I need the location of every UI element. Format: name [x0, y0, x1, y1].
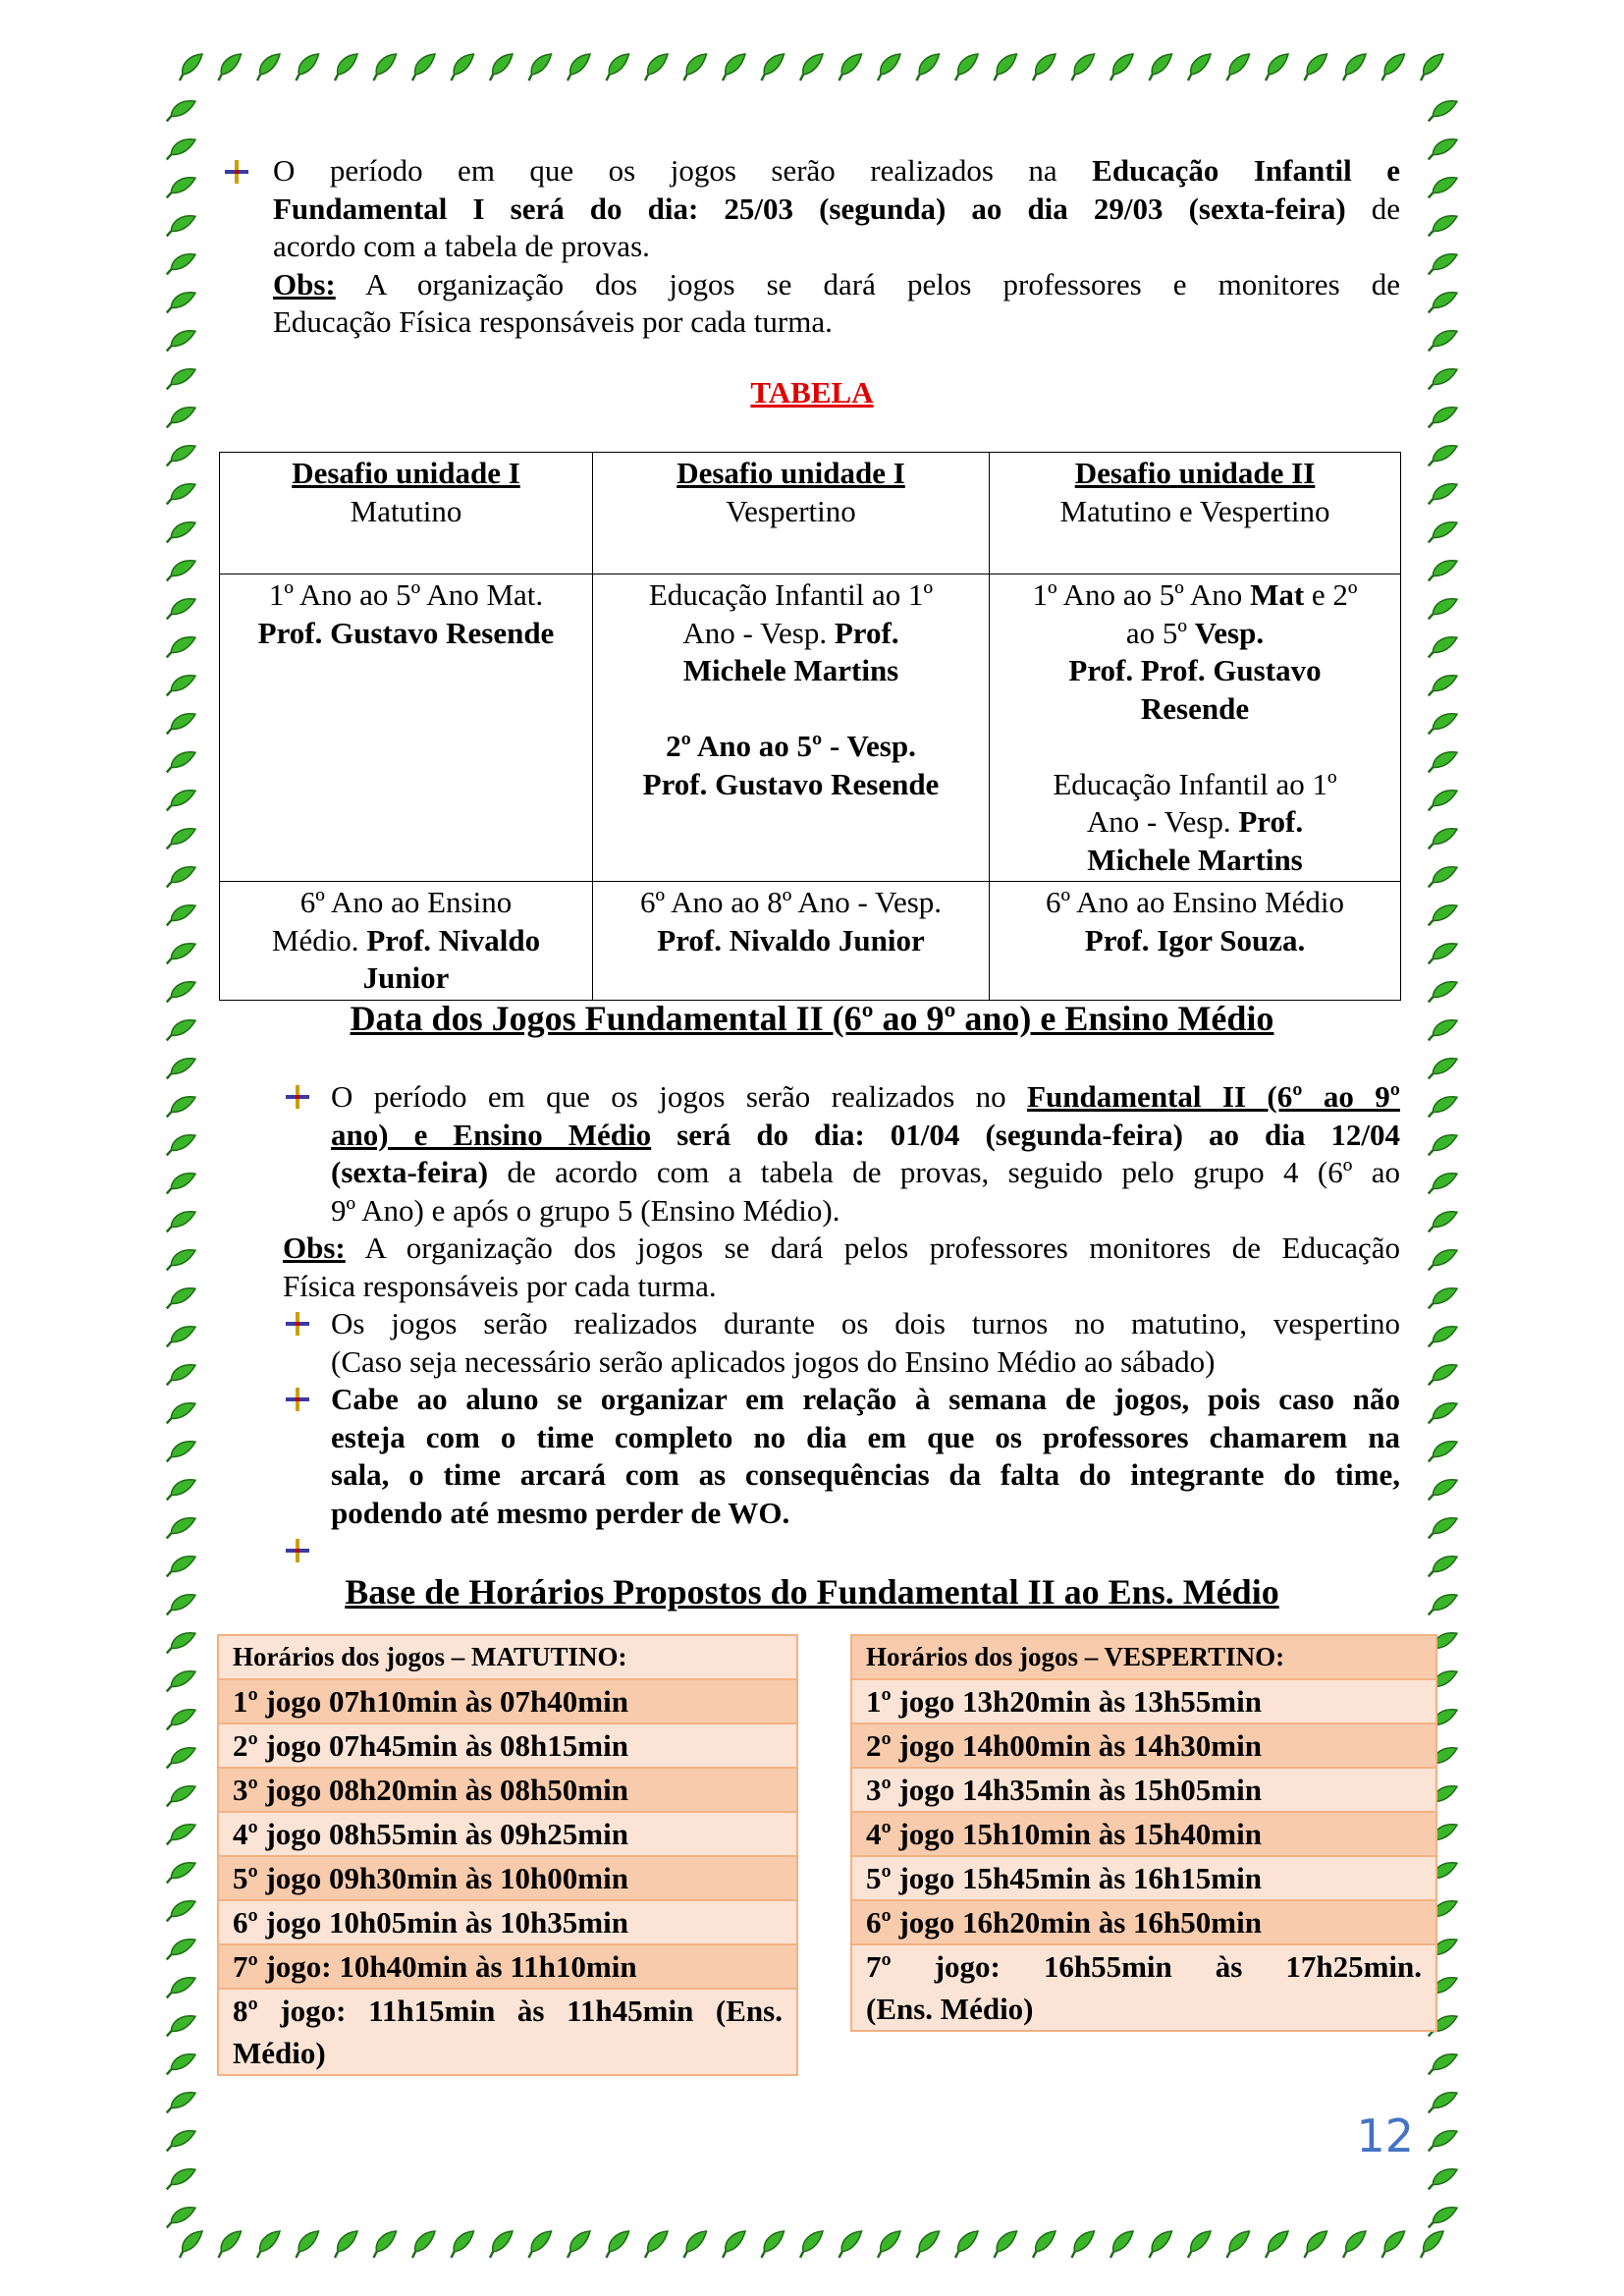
leaf-icon	[1266, 54, 1288, 81]
leaf-icon	[1429, 1321, 1457, 1352]
table-cell: 6º Ano ao Ensino Médio. Prof. Nivaldo Junior	[220, 882, 593, 1001]
table-cell: 5º jogo 15h45min às 16h15min	[851, 1856, 1436, 1900]
leaf-icon	[1343, 54, 1366, 81]
leaf-icon	[167, 1474, 195, 1505]
table-cell: 3º jogo 14h35min às 15h05min	[851, 1768, 1436, 1812]
leaf-icon	[1188, 2231, 1211, 2258]
leaf-icon	[167, 1244, 195, 1276]
leaf-icon	[257, 54, 280, 81]
leaf-icon	[257, 2231, 280, 2258]
leaf-icon	[1429, 517, 1457, 548]
leaf-icon	[1429, 1206, 1457, 1237]
leaf-icon	[167, 1091, 195, 1122]
leaf-icon	[1382, 2231, 1405, 2258]
leaf-icon	[1429, 248, 1457, 280]
table-header-cell: Horários dos jogos – MATUTINO:	[218, 1635, 797, 1679]
leaf-icon	[1429, 2163, 1457, 2195]
bullet-icon	[222, 157, 251, 187]
table-row	[851, 1856, 1436, 1900]
leaf-icon	[1266, 2231, 1288, 2258]
leaf-icon	[412, 54, 435, 81]
leaf-icon	[167, 900, 195, 931]
table-row	[851, 1723, 1436, 1768]
leaf-icon	[1429, 440, 1457, 471]
leaf-icon	[167, 248, 195, 280]
bullet-icon	[283, 1082, 312, 1112]
leaf-icon	[917, 54, 940, 81]
leaf-icon	[335, 2231, 357, 2258]
leaf-icon	[839, 54, 862, 81]
leaf-icon	[1429, 95, 1457, 127]
leaf-icon	[167, 1397, 195, 1429]
leaf-icon	[1429, 938, 1457, 969]
leaf-icon	[167, 440, 195, 471]
leaf-icon	[297, 2231, 319, 2258]
table-cell: 1º jogo 07h10min às 07h40min	[218, 1679, 797, 1723]
table-cell: 1º Ano ao 5º Ano Mat e 2º ao 5º Vesp. Prof. Prof. Gustavo Resende Educação Infantil ao 1º Ano - Vesp. Prof. Michele Martins	[990, 574, 1401, 882]
leaf-icon	[167, 1512, 195, 1544]
leaf-icon	[684, 54, 707, 81]
leaf-icon	[878, 54, 900, 81]
leaf-icon	[762, 54, 785, 81]
leaf-icon	[167, 1857, 195, 1888]
leaf-icon	[1429, 1512, 1457, 1544]
leaf-icon	[955, 54, 978, 81]
leaf-icon	[167, 1627, 195, 1659]
leaf-icon	[839, 2231, 862, 2258]
bullet-icon	[283, 1385, 312, 1414]
bullet-icon	[283, 1536, 312, 1565]
leaf-icon	[568, 54, 590, 81]
leaf-icon	[1429, 172, 1457, 203]
leaf-icon	[167, 746, 195, 778]
leaf-icon	[1429, 134, 1457, 165]
leaf-icon	[1110, 2231, 1133, 2258]
leaf-icon	[167, 1972, 195, 2003]
fund2-obs-paragraph: Obs: A organização dos jogos se dará pelos professores monitores de Educação Física responsáveis por cada turma.	[283, 1230, 1400, 1303]
leaf-icon	[607, 2231, 629, 2258]
leaf-icon	[529, 54, 552, 81]
bullet-icon	[283, 1309, 312, 1339]
leaf-icon	[297, 54, 319, 81]
table-cell: 6º Ano ao Ensino Médio Prof. Igor Souza.	[990, 882, 1401, 1001]
table-row	[851, 1679, 1436, 1723]
leaf-icon	[645, 2231, 668, 2258]
leaf-icon	[452, 2231, 474, 2258]
leaf-icon	[995, 54, 1017, 81]
leaf-icon	[167, 1436, 195, 1467]
leaf-icon	[1429, 287, 1457, 318]
leaf-icon	[167, 210, 195, 242]
leaf-icon	[645, 54, 668, 81]
leaf-icon	[1429, 593, 1457, 625]
leaf-icon	[800, 2231, 823, 2258]
leaf-icon	[1429, 1091, 1457, 1122]
leaf-icon	[452, 54, 474, 81]
leaf-icon	[167, 2010, 195, 2042]
leaf-icon	[1429, 1129, 1457, 1161]
leaf-icon	[1429, 2125, 1457, 2157]
leaf-icon	[1429, 631, 1457, 663]
table-cell: 2º jogo 07h45min às 08h15min	[218, 1723, 797, 1768]
leaf-icon	[568, 2231, 590, 2258]
leaf-icon	[1429, 708, 1457, 739]
schedule-table-vespertino	[850, 1634, 1437, 2032]
leaf-icon	[723, 54, 745, 81]
leaf-icon	[995, 2231, 1017, 2258]
leaf-icon	[1033, 54, 1056, 81]
table-row	[851, 1812, 1436, 1856]
leaf-icon	[167, 172, 195, 203]
table-row	[218, 1989, 797, 2075]
leaf-icon	[167, 1742, 195, 1774]
table-header-row	[218, 1635, 797, 1679]
section-title-schedule: Base de Horários Propostos do Fundamental II ao Ens. Médio	[345, 1572, 1279, 1612]
leaf-icon	[684, 2231, 707, 2258]
leaf-icon	[167, 1359, 195, 1391]
leaf-icon	[1429, 670, 1457, 701]
table-row	[218, 1679, 797, 1723]
table-row	[220, 882, 1401, 1001]
table-cell: 2º jogo 14h00min às 14h30min	[851, 1723, 1436, 1768]
leaf-icon	[167, 1780, 195, 1812]
leaf-icon	[167, 2202, 195, 2233]
leaf-icon	[1429, 900, 1457, 931]
schedule-table-matutino	[217, 1634, 798, 2076]
table-cell: 5º jogo 09h30min às 10h00min	[218, 1856, 797, 1900]
leaf-icon	[167, 95, 195, 127]
leaf-icon	[800, 54, 823, 81]
leaf-icon	[1343, 2231, 1366, 2258]
warning-paragraph: Cabe ao aluno se organizar em relação à semana de jogos, pois caso não esteja com o time completo no dia em que os professores chamarem na sala, o time arcará com as consequências da falta do integrante do time, podendo até mesmo perder de WO.	[331, 1382, 1400, 1530]
leaf-icon	[1429, 746, 1457, 778]
table-cell: 6º Ano ao 8º Ano - Vesp. Prof. Nivaldo Junior	[593, 882, 990, 1001]
leaf-icon	[167, 134, 195, 165]
leaf-icon	[167, 593, 195, 625]
leaf-icon	[167, 1819, 195, 1850]
leaf-icon	[1429, 1474, 1457, 1505]
table-header-cell: Desafio unidade I Matutino	[220, 453, 593, 574]
leaf-icon	[1072, 54, 1095, 81]
leaf-icon	[1429, 478, 1457, 510]
leaf-icon	[1429, 1283, 1457, 1314]
leaf-icon	[1429, 1436, 1457, 1467]
leaf-icon	[167, 1206, 195, 1237]
table-header-row	[220, 453, 1401, 574]
leaf-icon	[412, 2231, 435, 2258]
leaf-icon	[1072, 2231, 1095, 2258]
leaf-icon	[219, 54, 242, 81]
leaf-icon	[1227, 2231, 1250, 2258]
leaf-icon	[167, 1895, 195, 1927]
leaf-icon	[1227, 54, 1250, 81]
leaf-icon	[1429, 555, 1457, 586]
leaf-icon	[1421, 54, 1443, 81]
leaf-icon	[955, 2231, 978, 2258]
table-cell: 4º jogo 08h55min às 09h25min	[218, 1812, 797, 1856]
table-row	[218, 1900, 797, 1944]
table-row	[851, 1900, 1436, 1944]
leaf-icon	[167, 1168, 195, 1199]
leaf-icon	[1429, 2202, 1457, 2233]
table-header-row	[851, 1635, 1436, 1679]
table-row	[220, 574, 1401, 882]
leaf-icon	[167, 2049, 195, 2080]
leaf-icon	[1429, 785, 1457, 816]
table-cell: 7º jogo: 16h55min às 17h25min. (Ens. Médio)	[851, 1944, 1436, 2031]
leaf-icon	[167, 2163, 195, 2195]
leaf-icon	[167, 478, 195, 510]
page-number: 12	[1356, 2109, 1414, 2162]
leaf-icon	[1305, 2231, 1327, 2258]
table-cell: 3º jogo 08h20min às 08h50min	[218, 1768, 797, 1812]
leaf-icon	[167, 1704, 195, 1735]
leaf-icon	[1429, 210, 1457, 242]
leaf-icon	[167, 631, 195, 663]
table-cell: 1º Ano ao 5º Ano Mat. Prof. Gustavo Resende	[220, 574, 593, 882]
leaf-icon	[723, 2231, 745, 2258]
leaf-icon	[1150, 54, 1172, 81]
leaf-icon	[1033, 2231, 1056, 2258]
leaf-icon	[167, 1321, 195, 1352]
leaf-icon	[167, 1283, 195, 1314]
table-row	[218, 1723, 797, 1768]
leaf-icon	[335, 54, 357, 81]
leaf-icon	[167, 823, 195, 854]
leaf-icon	[1429, 2087, 1457, 2118]
leaf-icon	[1429, 861, 1457, 893]
table-cell: Educação Infantil ao 1º Ano - Vesp. Prof. Michele Martins 2º Ano ao 5º - Vesp. Prof. Gustavo Resende	[593, 574, 990, 882]
leaf-icon	[167, 861, 195, 893]
leaf-icon	[490, 54, 513, 81]
leaf-icon	[167, 1666, 195, 1697]
leaf-icon	[167, 938, 195, 969]
leaf-icon	[1305, 54, 1327, 81]
leaf-icon	[167, 325, 195, 356]
leaf-icon	[1429, 1397, 1457, 1429]
table-row	[851, 1768, 1436, 1812]
leaf-icon	[374, 2231, 397, 2258]
leaf-icon	[917, 2231, 940, 2258]
leaf-icon	[180, 54, 202, 81]
leaf-icon	[1188, 54, 1211, 81]
leaf-icon	[180, 2231, 202, 2258]
intro-paragraph: O período em que os jogos serão realizados na Educação Infantil e Fundamental I será do dia: 25/03 (segunda) ao dia 29/03 (sexta-feira) de acordo com a tabela de provas. Obs: A organização dos jogos se dará pelos professores e monitores de Educação Física responsáveis por cada turma.	[273, 153, 1400, 339]
leaf-icon	[167, 708, 195, 739]
table-row	[218, 1812, 797, 1856]
table-cell: 4º jogo 15h10min às 15h40min	[851, 1812, 1436, 1856]
shifts-paragraph: Os jogos serão realizados durante os dois turnos no matutino, vespertino (Caso seja necessário serão aplicados jogos do Ensino Médio ao sábado)	[331, 1306, 1400, 1379]
leaf-icon	[878, 2231, 900, 2258]
table-header-cell: Horários dos jogos – VESPERTINO:	[851, 1635, 1436, 1679]
tabela-title: TABELA	[750, 375, 874, 410]
table-cell: 6º jogo 16h20min às 16h50min	[851, 1900, 1436, 1944]
table-cell: 7º jogo: 10h40min às 11h10min	[218, 1944, 797, 1989]
leaf-icon	[167, 555, 195, 586]
leaf-icon	[1429, 1244, 1457, 1276]
leaf-icon	[1429, 1168, 1457, 1199]
table-row	[218, 1768, 797, 1812]
leaf-icon	[167, 287, 195, 318]
table-header-cell: Desafio unidade I Vespertino	[593, 453, 990, 574]
leaf-icon	[167, 670, 195, 701]
leaf-icon	[1150, 2231, 1172, 2258]
leaf-icon	[219, 2231, 242, 2258]
leaf-icon	[1429, 325, 1457, 356]
challenge-table	[219, 452, 1401, 1001]
leaf-icon	[167, 1129, 195, 1161]
leaf-icon	[1429, 2049, 1457, 2080]
leaf-icon	[1429, 1053, 1457, 1084]
leaf-icon	[167, 785, 195, 816]
leaf-icon	[762, 2231, 785, 2258]
table-row	[218, 1944, 797, 1989]
table-header-cell: Desafio unidade II Matutino e Vespertino	[990, 453, 1401, 574]
table-cell: 6º jogo 10h05min às 10h35min	[218, 1900, 797, 1944]
section-title-dates: Data dos Jogos Fundamental II (6º ao 9º ano) e Ensino Médio	[350, 999, 1274, 1038]
leaf-icon	[529, 2231, 552, 2258]
table-row	[851, 1944, 1436, 2031]
leaf-icon	[1429, 823, 1457, 854]
leaf-icon	[167, 1053, 195, 1084]
leaf-icon	[1421, 2231, 1443, 2258]
table-row	[218, 1856, 797, 1900]
leaf-icon	[1429, 1359, 1457, 1391]
leaf-icon	[1110, 54, 1133, 81]
leaf-icon	[1382, 54, 1405, 81]
table-cell: 8º jogo: 11h15min às 11h45min (Ens. Médio)	[218, 1989, 797, 2075]
leaf-icon	[167, 1934, 195, 1965]
fund2-period-paragraph: O período em que os jogos serão realizados no Fundamental II (6º ao 9º ano) e Ensino Médio será do dia: 01/04 (segunda-feira) ao dia 12/04 (sexta-feira) de acordo com a tabela de provas, seguido pelo grupo 4 (6º ao 9º Ano) e após o grupo 5 (Ensino Médio).	[331, 1079, 1401, 1228]
leaf-icon	[490, 2231, 513, 2258]
leaf-icon	[374, 54, 397, 81]
leaf-icon	[167, 517, 195, 548]
table-cell: 1º jogo 13h20min às 13h55min	[851, 1679, 1436, 1723]
leaf-icon	[167, 2125, 195, 2157]
leaf-icon	[607, 54, 629, 81]
leaf-icon	[167, 2087, 195, 2118]
